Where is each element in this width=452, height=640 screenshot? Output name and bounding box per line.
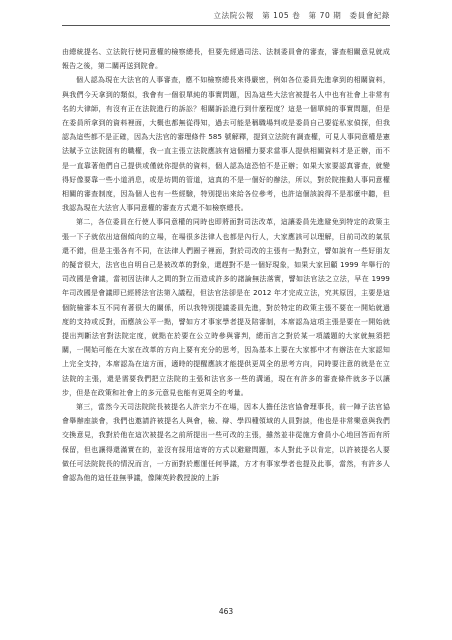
document-body — [62, 45, 390, 485]
header-divider — [62, 25, 390, 26]
paragraph-first-point: 個人認為現在大法官的人事審查，應不如檢察總長來得嚴密，例如各位委員先進拿到的相關資料，與我們今天拿到的類似，我會有一個很單純的事實問題，因為這些大法官被提名人中也有社會上非常有名的大律師，有沒有正在法院進行的訴訟？相關訴訟進行到什麼程度？這是一個單純的事實問題，但是在委員所拿到的資料裡面，大概也都無從得知，過去可能是稱職場判或是委員自己要從私家偵探，但我認為這些都不是正確，因為大法官的審理條件 585 號解釋，提到立法院有調查權，可見人事同意權是憲法賦予立法院固有的職權，我一直主張立法院應該有這個權力要求當事人提供相關資料才是正辦，而不是一直靠著他們自己提供或僅就你提供的資料，個人認為這恐怕不是正辦；如果大家要認真審查，就變得好像要靠一些小道消息，或是坊間的管道，這真的不是一個好的辦法，所以，對於院推動人事同意權相關的審查制度，因為個人也有一些經驗，特別提出來給各位參考，也許這個該說得不是那麼中聽，但我認為現在大法官人事同意權的審查方式還不如檢察總長。 — [62, 76, 390, 213]
page-header — [0, 10, 452, 24]
paragraph-second-point: 第二，各位委員在行使人事同意權的同時也即將面對司法改革，這讓委員先進避免到特定的政策主張一下子就依出這個傾向的立場，在場很多法律人也都是內行人，大家應該可以理解，目前司改的氣氛還不錯，但是主張各有不同，在法律人們圈子裡面，對於司改的主張有一點對立，譬如說有一些好朋友的擬音很大，法官也自明自己是被改革的對象，還趕對不是一個好現象，如果大家回顧 1999 年舉行的司改國是會議，當初因法律人之間的對立而造成許多的諸論無法落實，譬如法官法之立法，早在 1999 年司改國是會議即已經將法官法第入議程，但法官法卻是在 2012 年才完成立法，究其原因，主要是這個院檢審本互不同有著很大的關係，所以我特別提議委員先進，對於特定的政策主張不要在一開始就過度的支持或反對，而應該公平一點，譬如方才事家學者提及陪審制，本席認為這項主張是要在一開始就提出判斷法官對法院定度，就點在於要在公立時參與審判，總而言之對於某一項議題的大家就無須把關，一開始可能在大家在改革的方向上要有充分的思考，因為基本上要在大家都中才有辦法在大家認知上完全支持，本席認為在這方面，適時的提醒應該才能提供更周全的思考方向，同時要注意的就是在立法院的主張，還是需要我們把立法院的主張和法官多一些的溝通，現在有許多的審查條件就多予以讓步，但是在政策和社會上的多元意見也能有更周全的考量。 — [62, 218, 390, 397]
page-number: 463 — [218, 607, 234, 616]
paragraph-continuation: 由總統提名、立法院行使同意權的檢察總長，但要先經過司法、法制委員會的審查，審查相關意見就成報告之後，第二關再送到院會。 — [62, 48, 390, 71]
page-footer — [0, 599, 452, 618]
paragraph-third-point: 第三，當然今天司法院院長被提名人許宗力不在場，因本人擔任法官協會理事長，前一陣子法官協會舉辦座談會，我們也邀請許被提名人與會，檢、辯、學四種領域的人員對談，他也是非常樂意與我們交換意見，我對於他在這次被提名之前所提出一些可改的主張，雖然並非從施方會員小心地回答而有所保留，但也讓得還滿實在的，並沒有採用這寄的方式以避避問題，本人對此予以肯定，以許被提名人要做任可法院院長的情況而言，一方面對於應運任何爭議，方才有事家學者也提及此事，當然，有許多人會認為他的這任並無爭議，像陳英鈴教授說的上訴 — [62, 403, 390, 483]
running-header: 立法院公報 第 105 卷 第 70 期 委員會紀錄 — [213, 11, 390, 20]
